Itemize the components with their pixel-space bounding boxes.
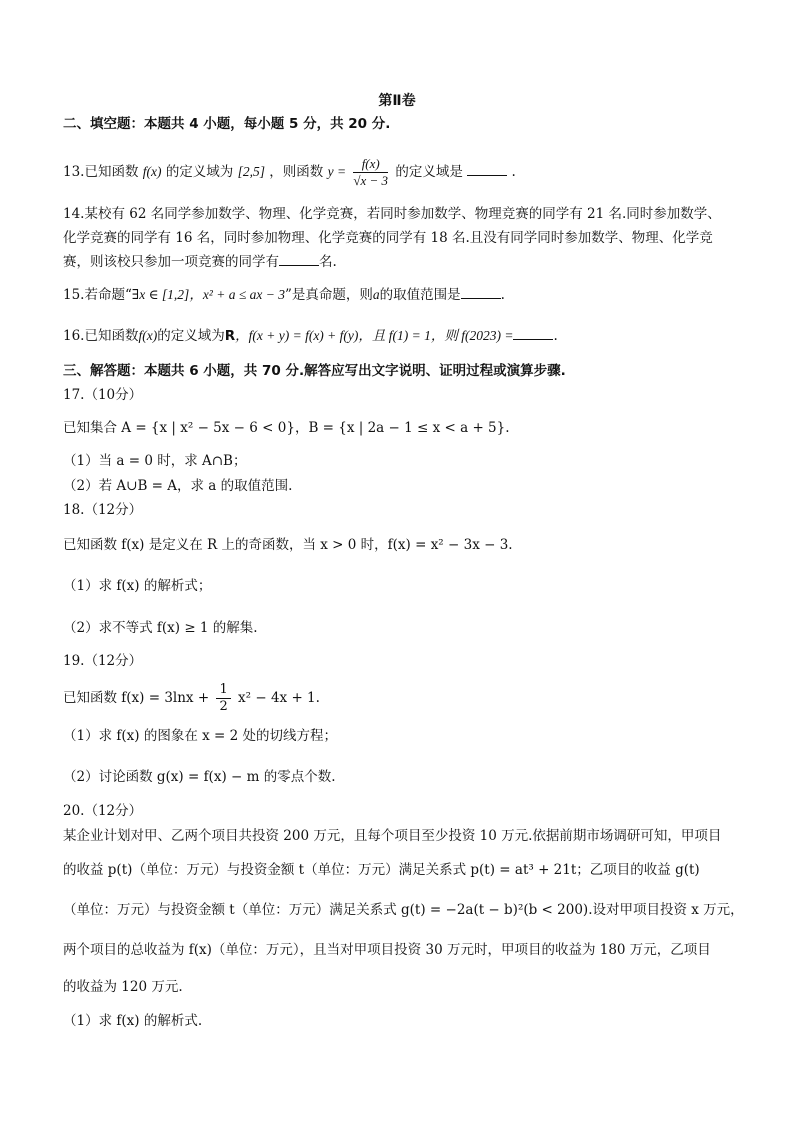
q16-text-a: 16.已知函数 <box>63 328 139 344</box>
q15-text-e: 的取值范围是 <box>379 287 461 303</box>
q16-answer-blank[interactable] <box>513 327 553 340</box>
q19-stem <box>63 682 320 715</box>
q15-text-a: 15.若命题“ <box>63 287 132 303</box>
q18-part-1: （1）求 f(x) 的解析式； <box>63 578 212 594</box>
q16-fx: f(x) <box>138 328 158 343</box>
q14-answer-blank[interactable] <box>279 253 319 266</box>
q20-line-4: 两个项目的总收益为 f(x)（单位：万元），且当对甲项目投资 30 万元时，甲项目的收益为 180 万元，乙项目 <box>63 942 711 958</box>
q20-line-3: （单位：万元）与投资金额 t（单位：万元）满足关系式 g(t) = −2a(t − b)²(b < 200).设对甲项目投资 x 万元， <box>63 902 744 918</box>
q15-period: . <box>500 287 505 303</box>
q19-part-2: （2）讨论函数 g(x) = f(x) − m 的零点个数. <box>63 769 336 785</box>
q13-text-e: ，则函数 <box>269 164 324 180</box>
q15-proposition: ∃x ∈ [1,2]，x² + a ≤ ax − 3 <box>131 287 285 302</box>
question-15 <box>63 285 505 305</box>
question-13 <box>63 156 516 189</box>
q13-period: . <box>511 164 516 180</box>
q15-text-c: ”是真命题，则 <box>284 287 373 303</box>
q19-frac-denominator: 2 <box>219 699 228 714</box>
q16-period: . <box>553 328 558 344</box>
q13-fraction <box>353 156 388 189</box>
q15-answer-blank[interactable] <box>461 286 501 299</box>
q17-part-2: （2）若 A∪B = A，求 a 的取值范围. <box>63 478 293 494</box>
q19-stem-b: x² − 4x + 1. <box>238 690 320 706</box>
q16-text-c: 的定义域为 <box>157 328 225 344</box>
q18-header: 18.（12分） <box>63 502 143 518</box>
q19-stem-a: 已知函数 f(x) = 3lnx + <box>63 690 210 706</box>
q19-frac-numerator: 1 <box>216 682 230 699</box>
q20-line-5: 的收益为 120 万元. <box>63 979 183 995</box>
volume-title: 第Ⅱ卷 <box>378 93 416 109</box>
q13-text-a: 13.已知函数 <box>63 164 139 180</box>
section-fill-in-header: 二、填空题：本题共 4 小题，每小题 5 分，共 20 分. <box>63 116 391 132</box>
q19-header: 19.（12分） <box>63 653 143 669</box>
q14-line-2: 化学竞赛的同学有 16 名，同时参加物理、化学竞赛的同学有 18 名.且没有同学同时参加数学、物理、化学竞 <box>63 230 713 246</box>
q13-y: y = <box>327 164 347 179</box>
section-solution-header: 三、解答题：本题共 6 小题，共 70 分.解答应写出文字说明、证明过程或演算步骤. <box>63 363 566 379</box>
q13-denominator: √x − 3 <box>353 173 389 188</box>
q18-stem: 已知函数 f(x) 是定义在 R 上的奇函数，当 x > 0 时，f(x) = x² − 3x − 3. <box>63 537 513 553</box>
q15-a: a <box>372 287 380 302</box>
question-16 <box>63 326 558 346</box>
q13-numerator: f(x) <box>353 156 388 173</box>
q14-text: 赛，则该校只参加一项竞赛的同学有 <box>63 254 279 270</box>
q13-text-g: 的定义域是 <box>395 164 463 180</box>
q14-line-1: 14.某校有 62 名同学参加数学、物理、化学竞赛，若同时参加数学、物理竞赛的同学有 21 名.同时参加数学、 <box>63 206 721 222</box>
q20-line-1: 某企业计划对甲、乙两个项目共投资 200 万元，且每个项目至少投资 10 万元.依据前期市场调研可知，甲项目 <box>63 828 722 844</box>
q13-domain: [2,5] <box>237 164 265 179</box>
q20-part-1: （1）求 f(x) 的解析式. <box>63 1013 203 1029</box>
q20-line-2: 的收益 p(t)（单位：万元）与投资金额 t（单位：万元）满足关系式 p(t) = at³ + 21t；乙项目的收益 g(t) <box>63 862 700 878</box>
q14-line-3 <box>63 252 337 272</box>
q14-unit: 名. <box>319 254 337 270</box>
q16-real-set: R <box>224 328 236 344</box>
q19-part-1: （1）求 f(x) 的图象在 x = 2 处的切线方程； <box>63 728 337 744</box>
q13-fx: f(x) <box>142 164 162 179</box>
q19-fraction <box>216 682 230 715</box>
q20-header: 20.（12分） <box>63 803 143 819</box>
q17-header: 17.（10分） <box>63 387 143 403</box>
q17-part-1: （1）当 a = 0 时，求 A∩B； <box>63 453 247 469</box>
q17-stem: 已知集合 A = {x | x² − 5x − 6 < 0}，B = {x | 2a − 1 ≤ x < a + 5}. <box>63 420 510 436</box>
q13-answer-blank[interactable] <box>467 163 507 176</box>
q18-part-2: （2）求不等式 f(x) ≥ 1 的解集. <box>63 620 258 636</box>
q13-text-c: 的定义域为 <box>165 164 234 180</box>
q16-condition: ，f(x + y) = f(x) + f(y)，且 f(1) = 1，则 f(2023) = <box>235 328 514 343</box>
